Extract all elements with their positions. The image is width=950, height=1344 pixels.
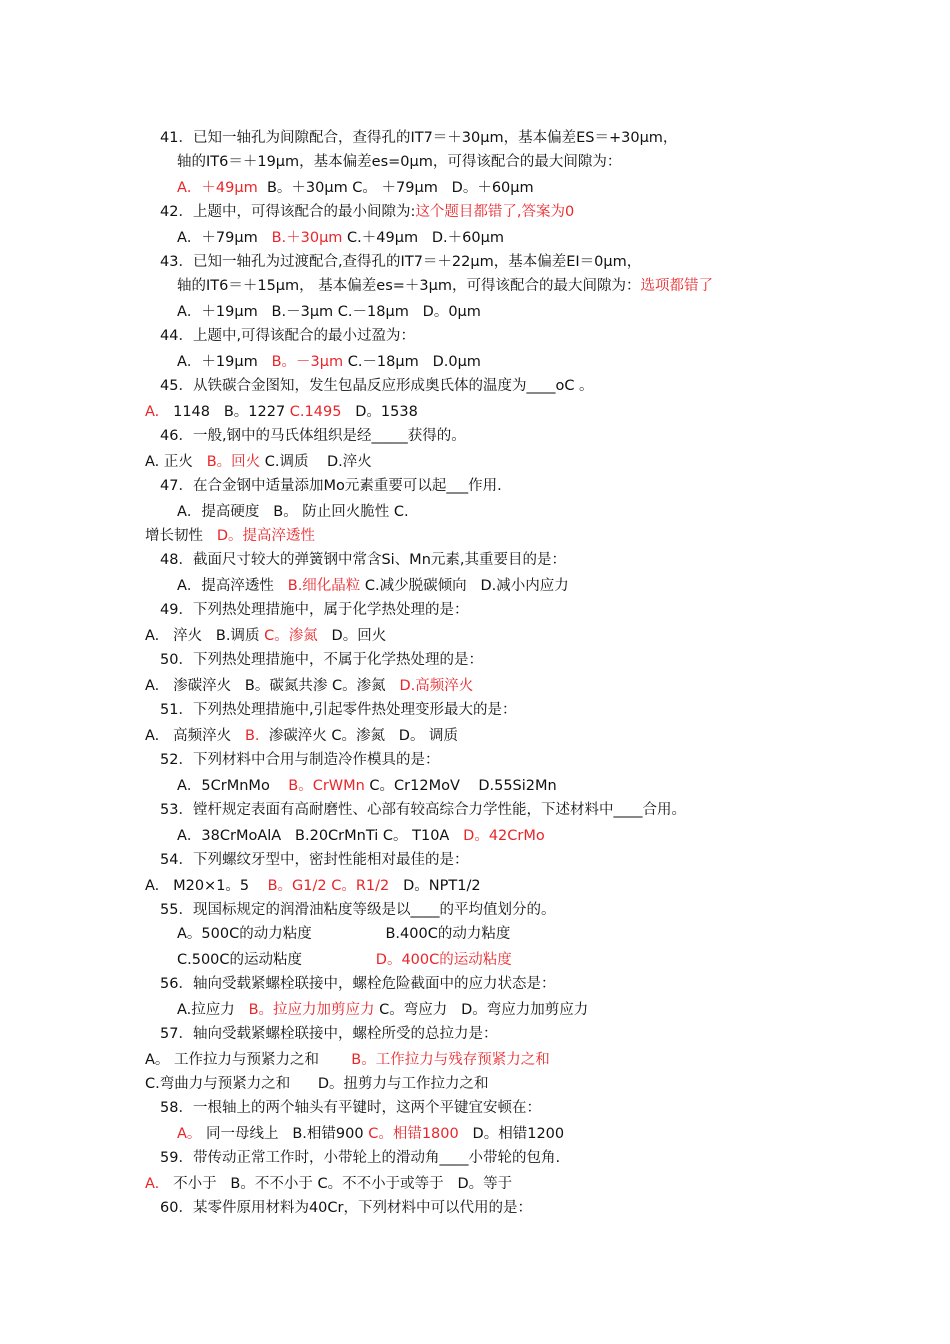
question-line — [177, 776, 557, 796]
text-segment: 48．截面尺寸较大的弹簧钢中常含Si、Mn元素,其重要目的是： — [160, 552, 566, 568]
text-segment: 57．轴向受载紧螺栓联接中，螺栓所受的总拉力是： — [160, 1026, 498, 1042]
question-line — [145, 526, 315, 546]
question-line — [145, 726, 458, 746]
answer-highlight: A。 — [177, 1126, 202, 1142]
question-line — [160, 650, 483, 670]
text-segment: D。1538 — [341, 404, 418, 420]
text-segment: 同一母线上 B.相错900 — [201, 1126, 369, 1142]
question-line — [160, 850, 468, 870]
answer-highlight: B。回火 — [206, 454, 261, 470]
text-segment: A．＋19μm — [177, 354, 272, 370]
text-segment: A．提高硬度 B。 防止回火脆性 C. — [177, 504, 409, 520]
text-segment: A.拉应力 — [177, 1002, 249, 1018]
question-line — [160, 202, 574, 222]
text-segment: A. 渗碳淬火 B。碳氮共渗 C。渗氮 — [145, 678, 400, 694]
text-segment: A．5CrMnMo — [177, 778, 289, 794]
text-segment: 49．下列热处理措施中，属于化学热处理的是： — [160, 602, 469, 618]
question-line — [160, 550, 566, 570]
question-line — [160, 974, 555, 994]
answer-highlight: B。G1/2 C。R1/2 — [267, 878, 390, 894]
text-segment: 43．已知一轴孔为过渡配合,查得孔的IT7＝＋22μm，基本偏差EI＝0μm， — [160, 254, 642, 270]
text-segment: D。回火 — [317, 628, 387, 644]
answer-highlight: A．＋49μm — [177, 180, 258, 196]
question-line — [145, 452, 372, 472]
text-segment: 53．镗杆规定表面有高耐磨性、心部有较高综合力学性能，下述材料中____合用。 — [160, 802, 686, 818]
question-line — [160, 1024, 497, 1044]
text-segment: 45．从铁碳合金图知，发生包晶反应形成奥氏体的温度为____oC 。 — [160, 378, 594, 394]
question-line — [177, 576, 569, 596]
text-segment: 50．下列热处理措施中，不属于化学热处理的是： — [160, 652, 483, 668]
answer-highlight: 这个题目都错了,答案为0 — [415, 204, 575, 220]
question-line — [160, 750, 439, 770]
question-line — [177, 924, 510, 944]
question-line — [145, 1074, 489, 1094]
text-segment: A．38CrMoAlA B.20CrMnTi C。 T10A — [177, 828, 464, 844]
text-segment: 轴的IT6＝＋19μm，基本偏差es=0μm，可得该配合的最大间隙为： — [177, 154, 622, 170]
text-segment: C.调质 D.淬火 — [260, 454, 372, 470]
text-segment: D。相错1200 — [458, 1126, 565, 1142]
text-segment: A。500C的动力粘度 B.400C的动力粘度 — [177, 926, 511, 942]
text-segment: A. 正火 — [145, 454, 207, 470]
text-segment: C。Cr12MoV D.55Si2Mn — [364, 778, 557, 794]
question-line — [160, 326, 415, 346]
question-line — [177, 502, 409, 522]
question-line — [160, 1198, 532, 1218]
question-line — [145, 676, 473, 696]
answer-highlight: D.高频淬火 — [399, 678, 474, 694]
answer-highlight: B。工作拉力与残存预紧力之和 — [351, 1052, 550, 1068]
answer-highlight: B.细化晶粒 — [287, 578, 361, 594]
question-line — [160, 128, 677, 148]
text-segment: 51．下列热处理措施中,引起零件热处理变形最大的是： — [160, 702, 517, 718]
text-segment: 增长韧性 — [145, 528, 217, 544]
answer-highlight: B。拉应力加剪应力 — [248, 1002, 375, 1018]
answer-highlight: B.＋30μm — [271, 230, 343, 246]
question-line — [160, 1098, 541, 1118]
text-segment: 52．下列材料中合用与制造冷作模具的是： — [160, 752, 440, 768]
question-line — [145, 1050, 550, 1070]
question-line — [177, 152, 621, 172]
answer-highlight: A. — [145, 404, 160, 420]
answer-highlight: D。42CrMo — [463, 828, 545, 844]
text-segment: 59．带传动正常工作时，小带轮上的滑动角____小带轮的包角. — [160, 1150, 561, 1166]
question-line — [177, 178, 534, 198]
question-line — [160, 252, 641, 272]
question-line — [145, 876, 481, 896]
question-line — [160, 426, 466, 446]
question-line — [160, 1148, 560, 1168]
question-line — [177, 826, 545, 846]
answer-highlight: B。CrWMn — [288, 778, 365, 794]
text-segment: C.减少脱碳倾向 D.减小内应力 — [360, 578, 569, 594]
question-line — [177, 228, 504, 248]
text-segment: 47．在合金钢中适量添加Mo元素重要可以起___作用. — [160, 478, 502, 494]
question-line — [177, 276, 713, 296]
question-line — [145, 626, 386, 646]
text-segment: C.＋49μm D.＋60μm — [342, 230, 504, 246]
question-line — [177, 302, 481, 322]
text-segment: 44．上题中,可得该配合的最小过盈为： — [160, 328, 416, 344]
answer-highlight: C。相错1800 — [368, 1126, 459, 1142]
text-segment: B。＋30μm C。 ＋79μm D。＋60μm — [257, 180, 534, 196]
text-segment: A．＋19μm B.－3μm C.－18μm D。0μm — [177, 304, 481, 320]
text-segment: A．提高淬透性 — [177, 578, 288, 594]
text-segment: 轴的IT6＝＋15μm， 基本偏差es=＋3μm，可得该配合的最大间隙为： — [177, 278, 641, 294]
question-line — [160, 800, 686, 820]
answer-highlight: C.1495 — [289, 404, 342, 420]
question-line — [160, 700, 517, 720]
answer-highlight: B. — [244, 728, 260, 744]
question-line — [145, 1174, 512, 1194]
answer-highlight: D。400C的运动粘度 — [375, 952, 512, 968]
text-segment: 1148 B。1227 — [159, 404, 290, 420]
question-line — [177, 352, 481, 372]
question-line — [177, 1124, 564, 1144]
text-segment: A．＋79μm — [177, 230, 272, 246]
text-segment: 42．上题中，可得该配合的最小间隙为: — [160, 204, 416, 220]
answer-highlight: A. — [145, 1176, 160, 1192]
text-segment: 56．轴向受载紧螺栓联接中，螺栓危险截面中的应力状态是： — [160, 976, 556, 992]
question-line — [177, 950, 512, 970]
text-segment: 60．某零件原用材料为40Cr，下列材料中可以代用的是： — [160, 1200, 532, 1216]
question-line — [160, 900, 555, 920]
text-segment: 55．现国标规定的润滑油粘度等级是以____的平均值划分的。 — [160, 902, 556, 918]
question-line — [160, 476, 502, 496]
answer-highlight: D。提高淬透性 — [216, 528, 315, 544]
text-segment: 41．已知一轴孔为间隙配合，查得孔的IT7＝＋30μm，基本偏差ES＝+30μm， — [160, 130, 678, 146]
text-segment: 46．一般,钢中的马氏体组织是经_____获得的。 — [160, 428, 466, 444]
question-line — [160, 376, 594, 396]
text-segment: A。 工作拉力与预紧力之和 — [145, 1052, 352, 1068]
text-segment: 58．一根轴上的两个轴头有平键时，这两个平键宜安顿在： — [160, 1100, 541, 1116]
text-segment: C.－18μm D.0μm — [343, 354, 481, 370]
text-segment: C。弯应力 D。弯应力加剪应力 — [374, 1002, 589, 1018]
text-segment: A. M20×1。5 — [145, 878, 268, 894]
question-line — [160, 600, 468, 620]
answer-highlight: B。－3μm — [271, 354, 344, 370]
text-segment: 渗碳淬火 C。渗氮 D。 调质 — [259, 728, 459, 744]
answer-highlight: C。渗氮 — [264, 628, 318, 644]
text-segment: C.弯曲力与预紧力之和 D。扭剪力与工作拉力之和 — [145, 1076, 489, 1092]
text-segment: A. 淬火 B.调质 — [145, 628, 265, 644]
text-segment: 不小于 B。不不小于 C。不不小于或等于 D。等于 — [159, 1176, 513, 1192]
answer-highlight: 选项都错了 — [640, 278, 713, 294]
text-segment: C.500C的运动粘度 — [177, 952, 376, 968]
text-segment: A. 高频淬火 — [145, 728, 245, 744]
text-segment: 54．下列螺纹牙型中，密封性能相对最佳的是： — [160, 852, 469, 868]
question-line — [177, 1000, 588, 1020]
text-segment: D。NPT1/2 — [389, 878, 481, 894]
question-line — [145, 402, 418, 422]
